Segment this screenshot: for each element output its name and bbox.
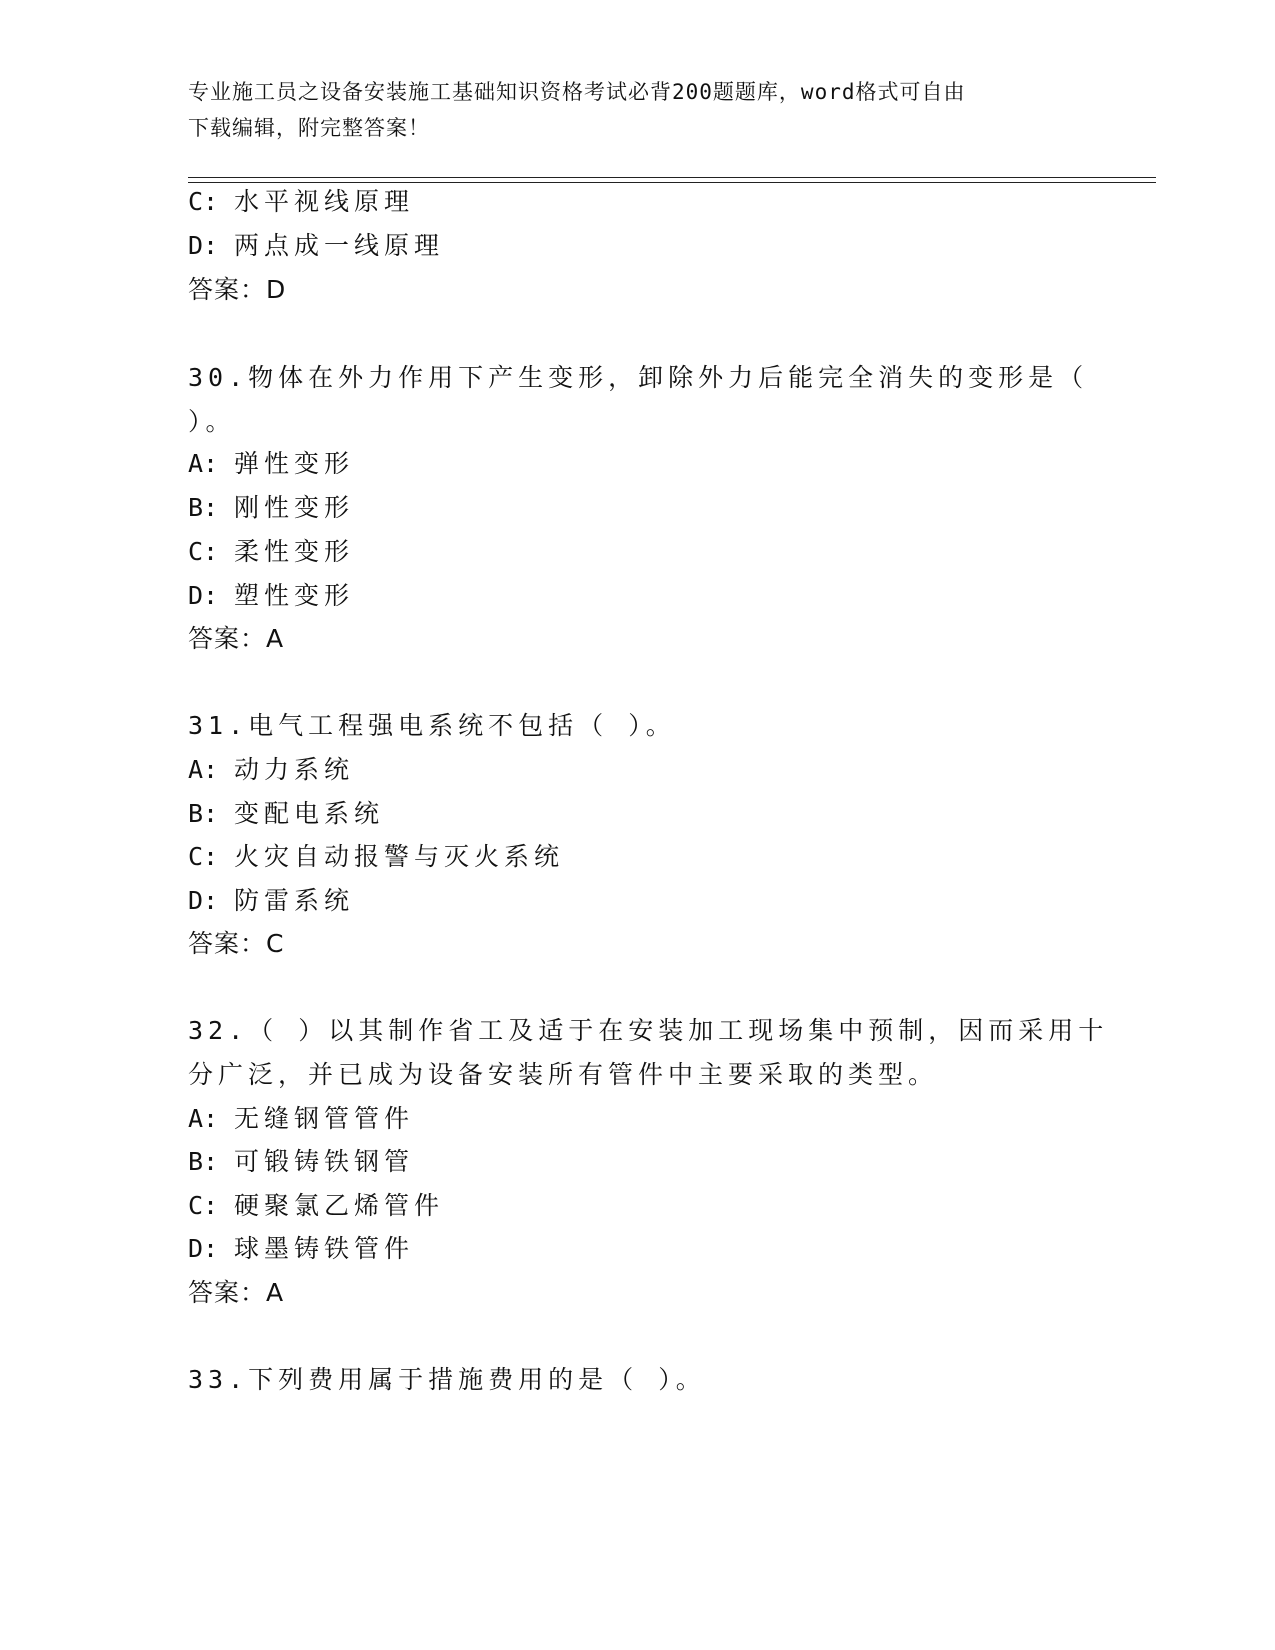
q31-option-b: [188, 796, 384, 832]
option-letter: B:: [188, 493, 219, 522]
option-text: 硬聚氯乙烯管件: [234, 1191, 445, 1220]
option-letter: D:: [188, 1234, 219, 1263]
q31-option-c: [188, 839, 564, 875]
option-letter: C:: [188, 842, 219, 871]
option-text: 弹性变形: [234, 449, 355, 478]
option-text: 刚性变形: [234, 493, 355, 522]
q30-option-a: [188, 446, 354, 482]
q32-stem-line-1: 32.（ ）以其制作省工及适于在安装加工现场集中预制，因而采用十: [188, 1016, 1109, 1045]
document-header: [188, 74, 1088, 146]
q32-option-b: [188, 1144, 414, 1180]
option-text: 水平视线原理: [234, 187, 415, 216]
option-letter: C:: [188, 187, 219, 216]
option-letter: B:: [188, 799, 219, 828]
option-text: 防雷系统: [234, 886, 355, 915]
option-letter: B:: [188, 1147, 219, 1176]
option-letter: D:: [188, 231, 219, 260]
q30-stem-line-2: ）。: [188, 407, 236, 436]
q31-stem-line-1: 31.电气工程强电系统不包括（ ）。: [188, 711, 676, 740]
option-letter: A:: [188, 755, 219, 784]
option-text: 两点成一线原理: [234, 231, 445, 260]
q32-option-a: [188, 1101, 414, 1137]
option-text: 无缝钢管管件: [234, 1104, 415, 1133]
header-divider-bottom: [188, 182, 1156, 183]
q31-option-d: [188, 883, 354, 919]
q30-answer: 答案：A: [188, 624, 285, 653]
q30-option-d: [188, 578, 354, 614]
option-letter: C:: [188, 1191, 219, 1220]
option-text: 动力系统: [234, 755, 355, 784]
option-text: 塑性变形: [234, 581, 355, 610]
option-letter: A:: [188, 1104, 219, 1133]
option-text: 柔性变形: [234, 537, 355, 566]
q31-option-a: [188, 752, 354, 788]
header-line-2: 下载编辑，附完整答案！: [188, 116, 430, 140]
q30-option-b: [188, 490, 354, 526]
q31-answer: 答案：C: [188, 929, 285, 958]
header-line-1: 专业施工员之设备安装施工基础知识资格考试必背200题题库，word格式可自由: [188, 80, 966, 104]
q29-option-d: [188, 228, 444, 264]
option-text: 火灾自动报警与灭火系统: [234, 842, 565, 871]
q32-option-d: [188, 1231, 414, 1267]
option-text: 变配电系统: [234, 799, 385, 828]
option-letter: D:: [188, 581, 219, 610]
q29-answer: 答案：D: [188, 275, 287, 304]
q30-stem-line-1: 30.物体在外力作用下产生变形，卸除外力后能完全消失的变形是（: [188, 363, 1089, 392]
q33-stem-line-1: 33.下列费用属于措施费用的是（ ）。: [188, 1365, 706, 1394]
option-letter: C:: [188, 537, 219, 566]
q32-answer: 答案：A: [188, 1278, 285, 1307]
q29-option-c: [188, 184, 414, 220]
q32-stem-line-2: 分广泛，并已成为设备安装所有管件中主要采取的类型。: [188, 1060, 939, 1089]
option-text: 球墨铸铁管件: [234, 1234, 415, 1263]
option-text: 可锻铸铁钢管: [234, 1147, 415, 1176]
header-divider-top: [188, 177, 1156, 178]
q32-option-c: [188, 1188, 444, 1224]
q30-option-c: [188, 534, 354, 570]
option-letter: A:: [188, 449, 219, 478]
option-letter: D:: [188, 886, 219, 915]
